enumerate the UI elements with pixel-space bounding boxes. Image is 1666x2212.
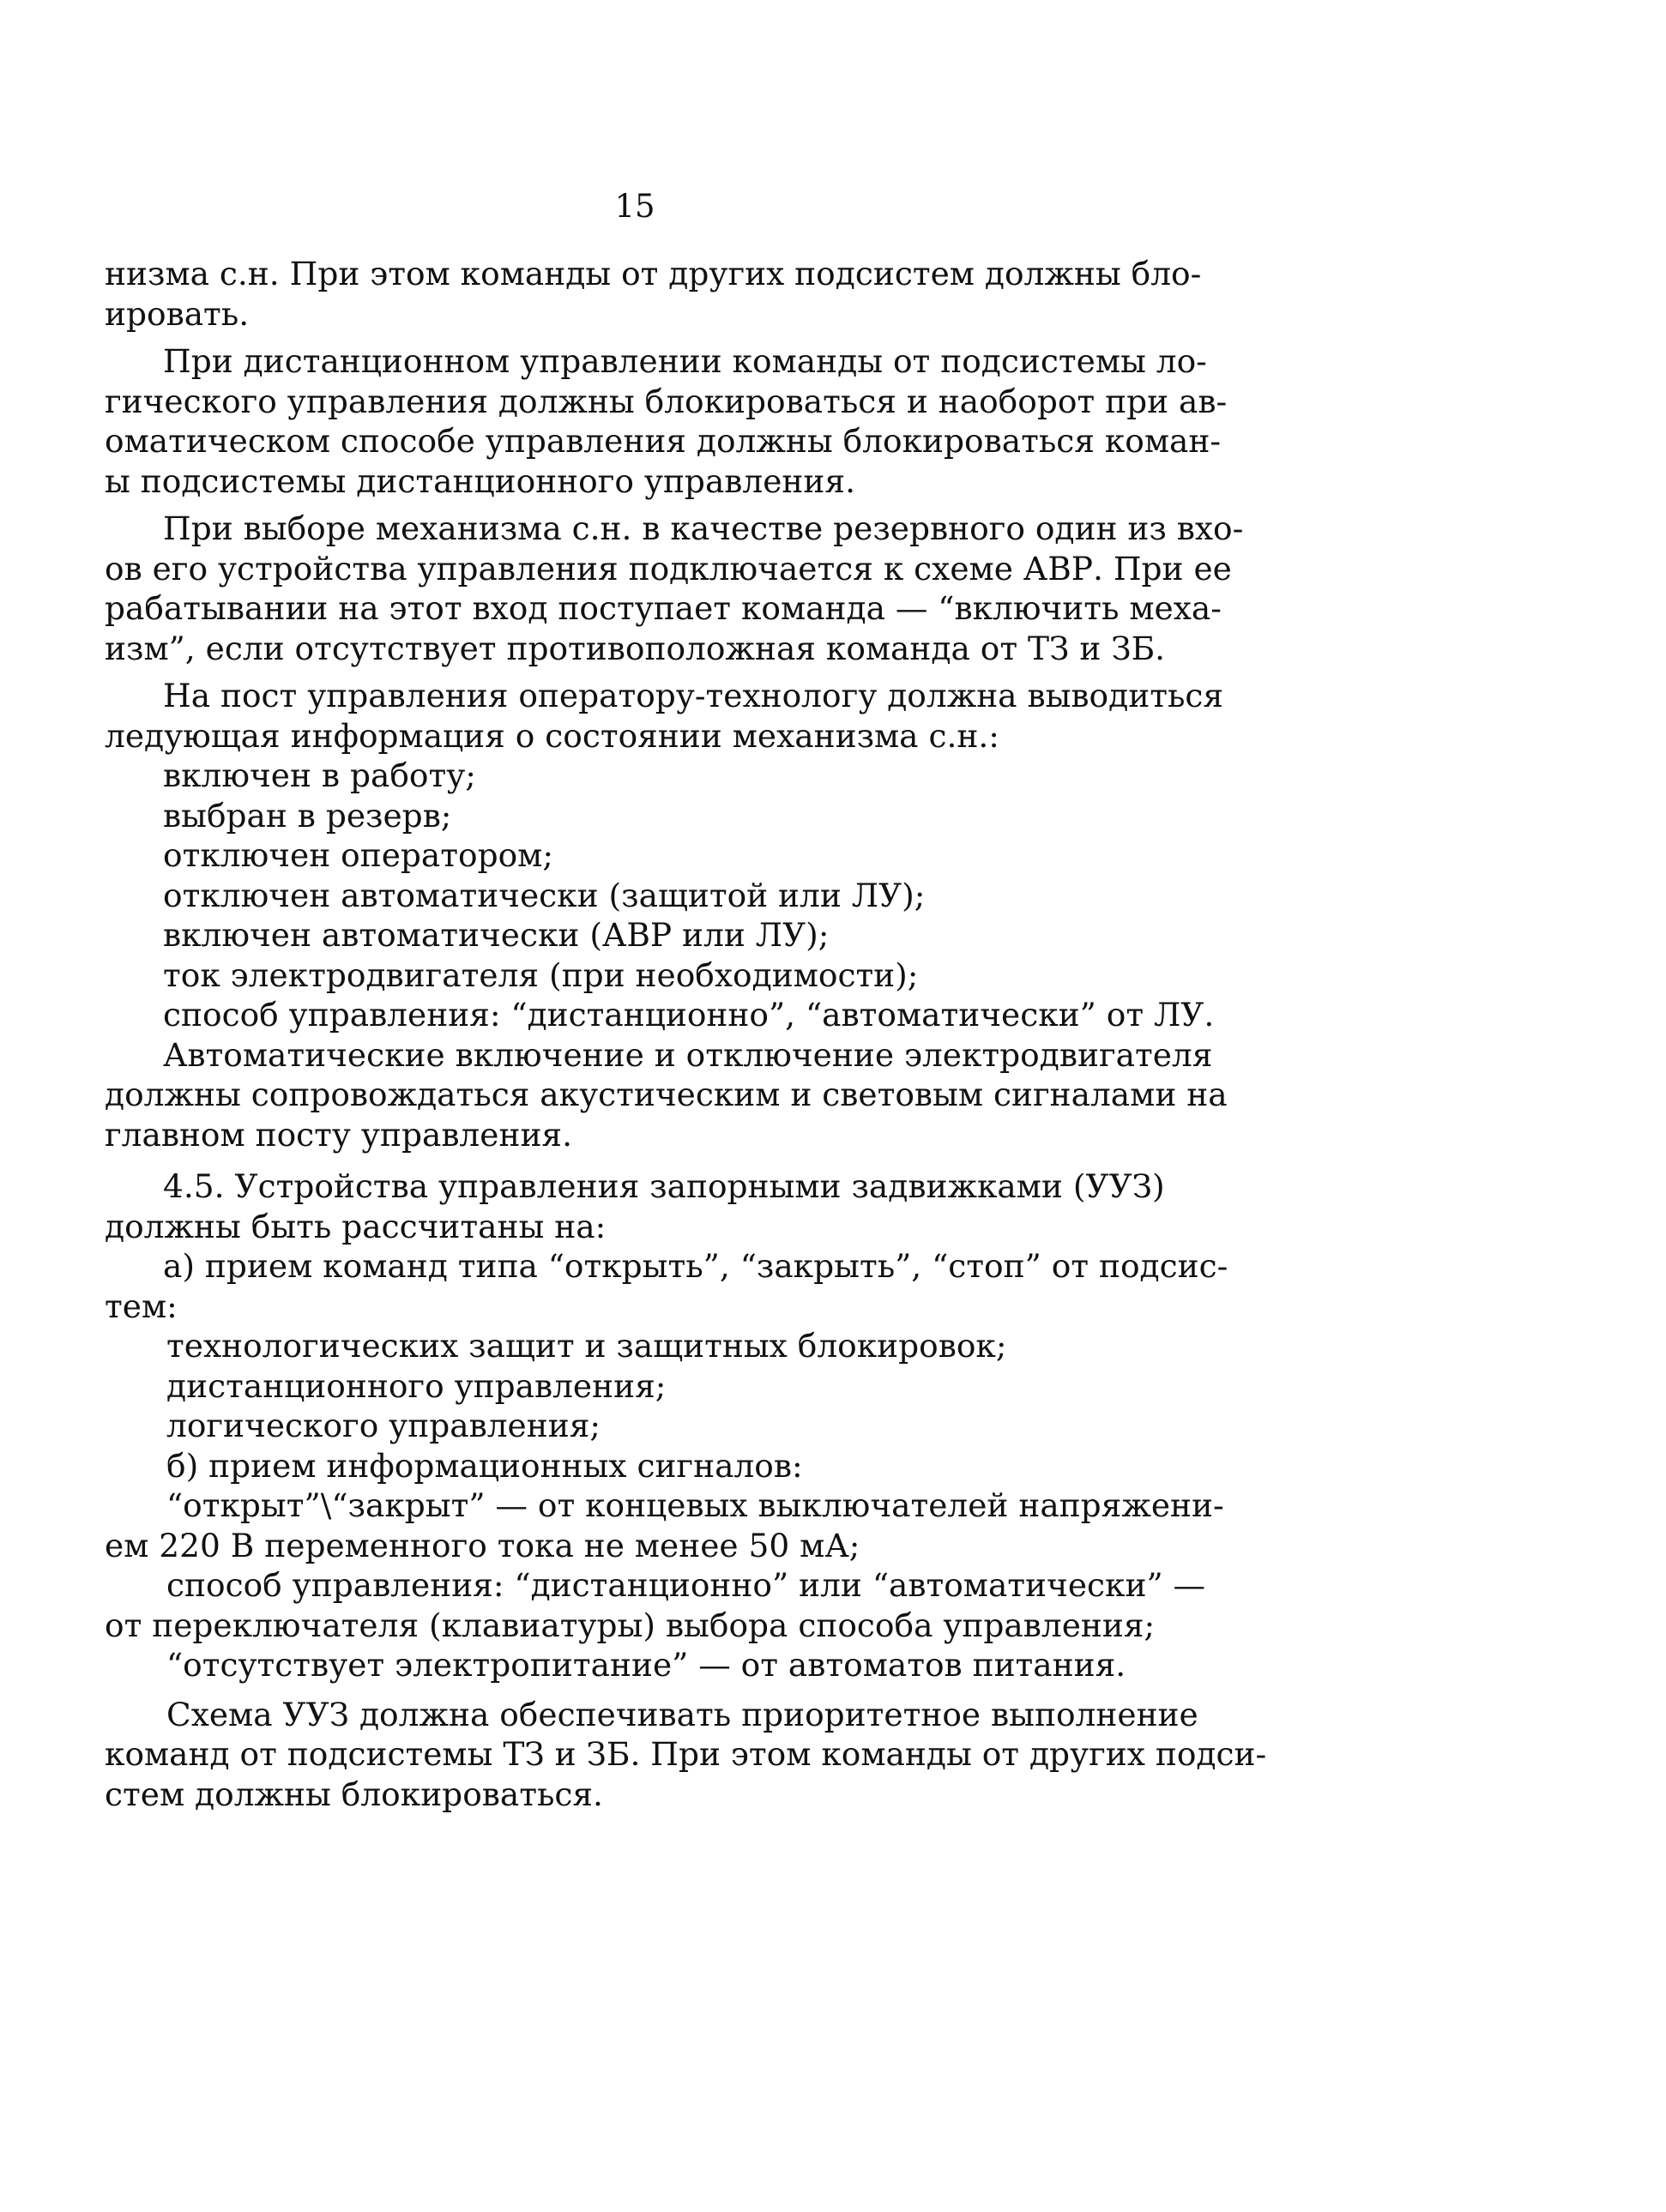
list-item: дистанционного управления; — [166, 1366, 667, 1405]
list-item: способ управления: “дистанционно”, “автоматически” от ЛУ. — [163, 996, 1215, 1034]
text-line: главном посту управления. — [105, 1115, 573, 1154]
text-line: гического управления должны блокироваться и наоборот при ав- — [105, 382, 1228, 420]
section-heading-line: 4.5. Устройства управления запорными задвижками (УУЗ) — [163, 1167, 1165, 1205]
list-item: ток электродвигателя (при необходимости); — [163, 955, 919, 994]
text-line: низма с.н. При этом команды от других подсистем должны бло- — [105, 255, 1202, 292]
text-line: от переключателя (клавиатуры) выбора способа управления; — [105, 1606, 1156, 1644]
text-line: Схема УУЗ должна обеспечивать приоритетное выполнение — [166, 1695, 1198, 1733]
list-item: включен автоматически (АВР или ЛУ); — [163, 916, 830, 954]
list-item: б) прием информационных сигналов: — [166, 1446, 803, 1485]
list-item: включен в работу; — [163, 756, 476, 794]
list-item: отключен автоматически (защитой или ЛУ); — [163, 876, 926, 914]
list-item: технологических защит и защитных блокировок; — [166, 1327, 1007, 1365]
text-line: оматическом способе управления должны блокироваться коман- — [105, 422, 1222, 460]
text-line: ледующая информация о состоянии механизма с.н.: — [105, 716, 999, 755]
text-line: “отсутствует электропитание” — от автоматов питания. — [166, 1646, 1126, 1684]
text-line: При дистанционном управлении команды от подсистемы ло- — [163, 342, 1207, 380]
text-line: На пост управления оператору-технологу должна выводиться — [163, 677, 1224, 714]
text-line: рабатывании на этот вход поступает команда — “включить меха- — [105, 589, 1222, 627]
text-line: ы подсистемы дистанционного управления. — [105, 461, 855, 500]
text-line: ем 220 В переменного тока не менее 50 мА; — [105, 1526, 860, 1564]
text-line: должны быть рассчитаны на: — [105, 1207, 607, 1245]
body-text — [105, 254, 1267, 1814]
text-line: ировать. — [105, 294, 250, 333]
list-item: выбран в резерв; — [163, 796, 452, 835]
list-item: логического управления; — [166, 1407, 601, 1444]
text-line: тем: — [105, 1287, 178, 1325]
text-line: а) прием команд типа “открыть”, “закрыть”, “стоп” от подсис- — [163, 1247, 1228, 1285]
text-line: ов его устройства управления подключается к схеме АВР. При ее — [105, 549, 1232, 588]
text-line: Автоматические включение и отключение электродвигателя — [163, 1035, 1213, 1074]
text-line: изм”, если отсутствует противоположная команда от ТЗ и ЗБ. — [105, 629, 1166, 667]
text-line: должны сопровождаться акустическим и световым сигналами на — [105, 1076, 1228, 1113]
list-item: отключен оператором; — [163, 836, 553, 874]
page-number: 15 — [614, 188, 655, 225]
text-line: “открыт”\“закрыт” — от концевых выключателей напряжени- — [166, 1486, 1224, 1524]
text-line: стем должны блокироваться. — [105, 1775, 603, 1813]
text-line: команд от подсистемы ТЗ и ЗБ. При этом команды от других подси- — [105, 1735, 1267, 1773]
text-line: При выборе механизма с.н. в качестве резервного один из вхо- — [163, 509, 1244, 547]
text-line: способ управления: “дистанционно” или “автоматически” — — [166, 1566, 1206, 1604]
